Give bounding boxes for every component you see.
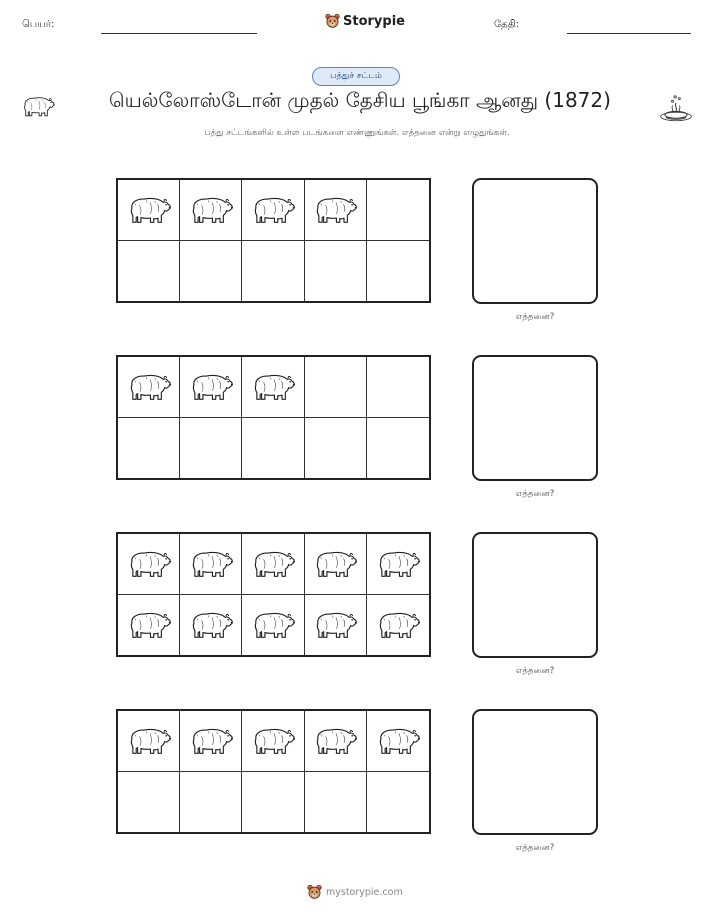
name-label: பெயர்: — [22, 19, 55, 30]
activity-badge: பத்துச் சட்டம் — [312, 67, 400, 86]
ten-frame-cell — [118, 772, 180, 833]
bear-icon — [249, 545, 297, 583]
ten-frame-cell — [305, 595, 367, 656]
ten-frame-cell — [242, 241, 304, 302]
ten-frame-cell — [367, 418, 429, 479]
ten-frame-cell — [242, 772, 304, 833]
bear-icon — [20, 92, 56, 121]
storypie-logo — [325, 13, 405, 29]
ten-frame — [116, 355, 431, 480]
bear-icon — [249, 606, 297, 644]
ten-frame-cell — [367, 595, 429, 656]
ten-frame-cell — [180, 595, 242, 656]
answer-box[interactable] — [472, 532, 598, 658]
ten-frame-cell — [242, 357, 304, 418]
answer-label: எத்தனை? — [515, 666, 555, 676]
ten-frame-cell — [242, 595, 304, 656]
ten-frame — [116, 178, 431, 303]
bear-icon — [125, 191, 173, 229]
ten-frame-cell — [118, 418, 180, 479]
bear-icon — [125, 368, 173, 406]
ten-frame-cell — [118, 595, 180, 656]
ten-frame-cell — [242, 534, 304, 595]
ten-frame-cell — [180, 534, 242, 595]
ten-frame-cell — [118, 534, 180, 595]
geyser-icon — [659, 94, 693, 122]
bear-icon — [311, 606, 359, 644]
answer-box[interactable] — [472, 355, 598, 481]
ten-frame-cell — [180, 241, 242, 302]
ten-frame-cell — [305, 180, 367, 241]
bear-icon — [311, 191, 359, 229]
ten-frame — [116, 532, 431, 657]
ten-frame-cell — [367, 357, 429, 418]
ten-frame-cell — [305, 534, 367, 595]
footer — [307, 884, 403, 900]
instructions: பத்து சட்டங்களில் உள்ள படங்களை எண்ணுங்கள். எத்தனை என்று எழுதுங்கள். — [204, 128, 510, 138]
ten-frame-cell — [305, 241, 367, 302]
ten-frame-cell — [367, 241, 429, 302]
bear-icon — [374, 722, 422, 760]
ten-frame-cell — [367, 711, 429, 772]
bear-icon — [249, 191, 297, 229]
answer-label: எத்தனை? — [515, 312, 555, 322]
ten-frame-cell — [118, 711, 180, 772]
ten-frame-cell — [180, 357, 242, 418]
bear-face-icon — [307, 884, 322, 900]
answer-label: எத்தனை? — [515, 489, 555, 499]
bear-icon — [125, 545, 173, 583]
ten-frame-cell — [305, 711, 367, 772]
ten-frame — [116, 709, 431, 834]
worksheet-title: யெல்லோஸ்டோன் முதல் தேசிய பூங்கா ஆனது (1872) — [109, 88, 611, 112]
ten-frame-cell — [305, 357, 367, 418]
bear-icon — [374, 545, 422, 583]
ten-frame-cell — [180, 180, 242, 241]
date-line[interactable] — [567, 33, 691, 34]
bear-icon — [249, 722, 297, 760]
ten-frame-cell — [242, 711, 304, 772]
bear-icon — [311, 545, 359, 583]
footer-url: mystorypie.com — [326, 886, 403, 898]
ten-frame-cell — [242, 180, 304, 241]
ten-frame-cell — [118, 357, 180, 418]
ten-frame-cell — [367, 180, 429, 241]
ten-frame-cell — [367, 772, 429, 833]
date-label: தேதி: — [494, 19, 520, 30]
bear-icon — [249, 368, 297, 406]
bear-icon — [187, 722, 235, 760]
answer-box[interactable] — [472, 178, 598, 304]
ten-frame-cell — [305, 772, 367, 833]
logo-text: Storypie — [343, 13, 405, 29]
ten-frame-cell — [180, 772, 242, 833]
bear-icon — [187, 606, 235, 644]
bear-icon — [187, 368, 235, 406]
ten-frame-cell — [118, 180, 180, 241]
ten-frame-cell — [180, 711, 242, 772]
ten-frame-cell — [305, 418, 367, 479]
ten-frame-cell — [242, 418, 304, 479]
ten-frame-cell — [180, 418, 242, 479]
bear-icon — [311, 722, 359, 760]
answer-label: எத்தனை? — [515, 843, 555, 853]
answer-box[interactable] — [472, 709, 598, 835]
bear-icon — [187, 191, 235, 229]
bear-icon — [187, 545, 235, 583]
bear-icon — [125, 606, 173, 644]
name-line[interactable] — [101, 33, 257, 34]
ten-frame-cell — [367, 534, 429, 595]
bear-face-icon — [325, 13, 340, 29]
bear-icon — [125, 722, 173, 760]
bear-icon — [374, 606, 422, 644]
ten-frame-cell — [118, 241, 180, 302]
